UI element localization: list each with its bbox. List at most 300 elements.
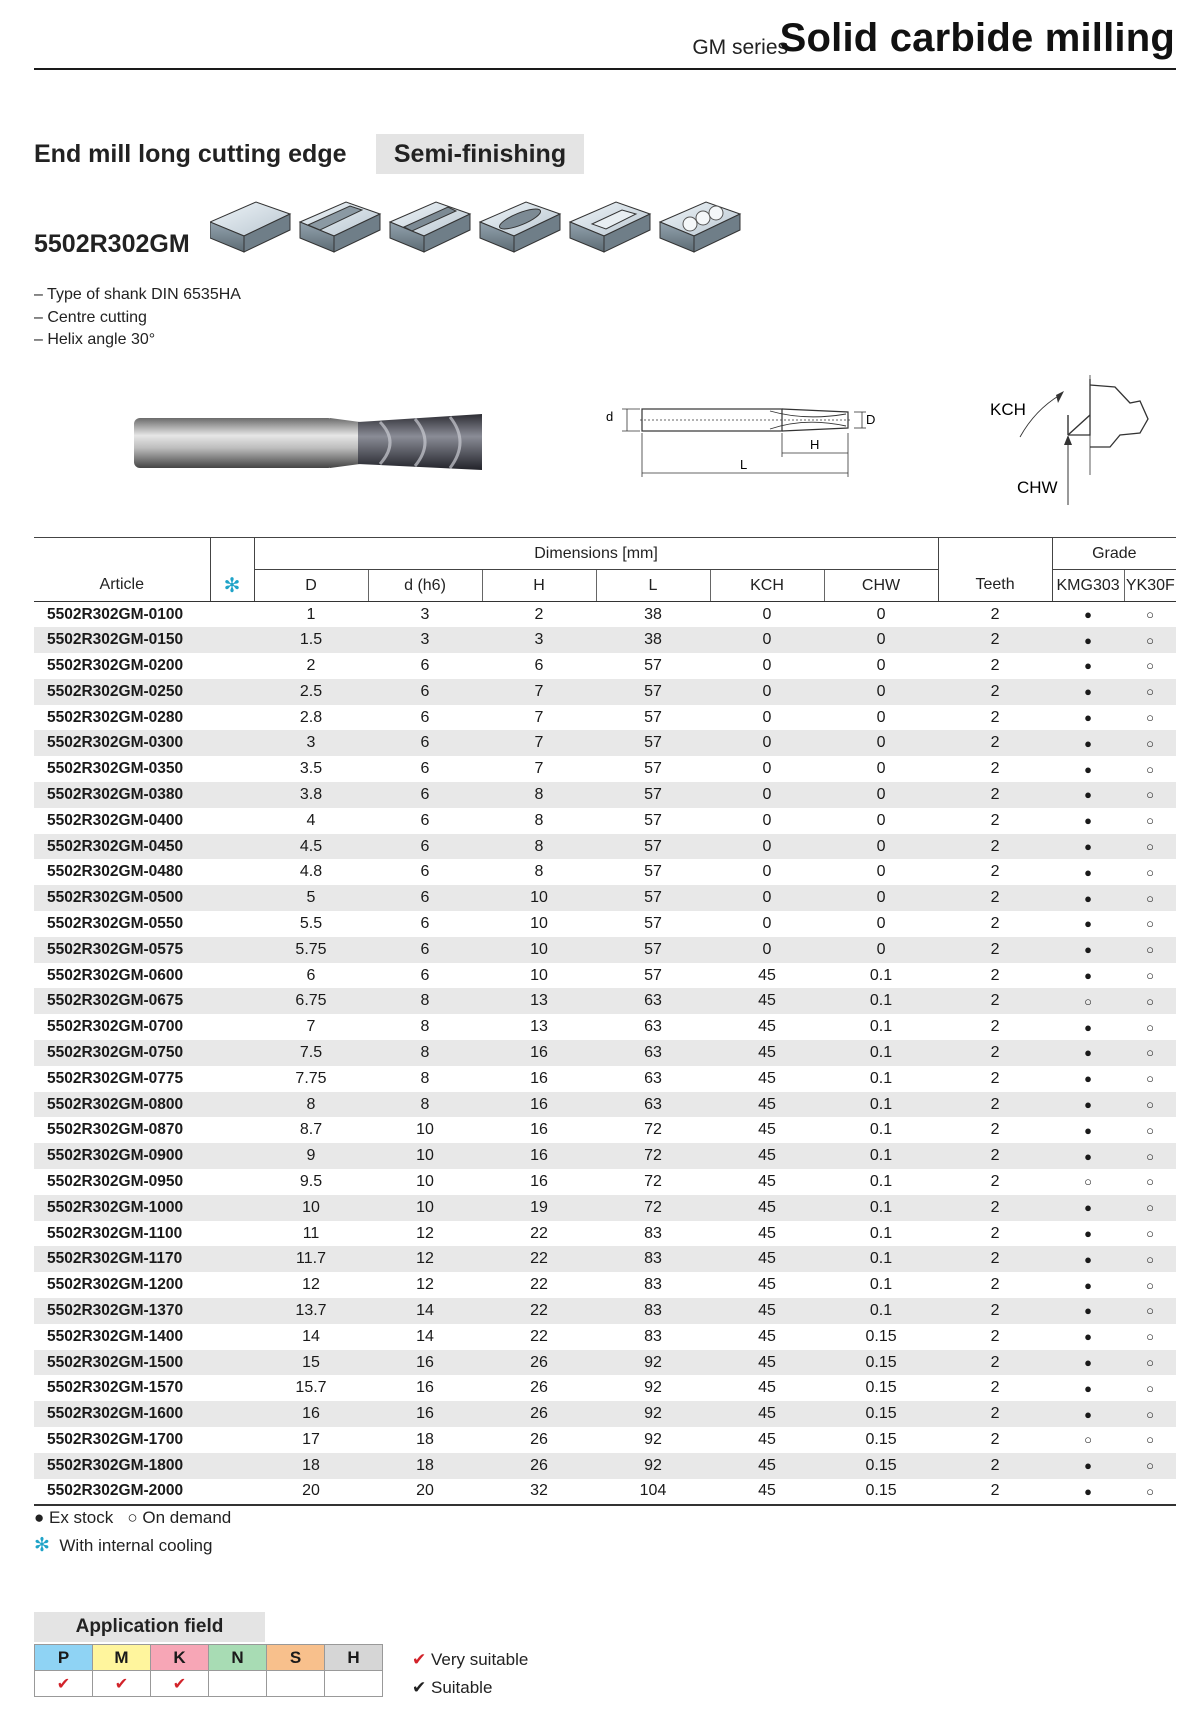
table-row <box>34 911 1176 937</box>
cell-grade-YK30F: ○ <box>1146 684 1154 700</box>
cell-d-h6: 8 <box>420 1018 430 1036</box>
cell-H: 8 <box>534 785 544 803</box>
cell-teeth: 2 <box>990 1250 1000 1268</box>
cell-KCH: 0 <box>762 708 772 726</box>
cell-KCH: 0 <box>762 631 772 649</box>
cell-D: 6 <box>306 966 316 984</box>
cell-H: 16 <box>530 1095 548 1113</box>
cell-d-h6: 6 <box>420 760 430 778</box>
cell-KCH: 0 <box>762 940 772 958</box>
cell-L: 63 <box>644 1095 662 1113</box>
cell-H: 22 <box>530 1327 548 1345</box>
material-p-suitability <box>35 1671 93 1697</box>
cell-cooling <box>210 1298 254 1324</box>
table-row <box>34 1401 1176 1427</box>
cell-KCH: 45 <box>758 1430 776 1448</box>
cell-teeth: 2 <box>990 1353 1000 1371</box>
cell-H: 3 <box>534 631 544 649</box>
cell-article: 5502R302GM-0950 <box>47 1172 184 1190</box>
cell-cooling <box>210 1040 254 1066</box>
cell-D: 15.7 <box>295 1379 327 1397</box>
cell-grade-KMG303: ○ <box>1084 993 1092 1009</box>
cell-L: 92 <box>644 1456 662 1474</box>
cell-article: 5502R302GM-0500 <box>47 889 184 907</box>
col-header-H: H <box>482 570 596 602</box>
cell-D: 10 <box>302 1198 320 1216</box>
cell-grade-KMG303: ● <box>1084 1122 1092 1138</box>
cell-grade-KMG303: ● <box>1084 607 1092 623</box>
table-row <box>34 1143 1176 1169</box>
table-row <box>34 1427 1176 1453</box>
cell-cooling <box>210 1427 254 1453</box>
header-divider <box>34 68 1176 70</box>
cell-cooling <box>210 963 254 989</box>
cell-grade-YK30F: ○ <box>1146 1303 1154 1319</box>
cell-grade-KMG303: ● <box>1084 735 1092 751</box>
cell-KCH: 45 <box>758 1405 776 1423</box>
cell-article: 5502R302GM-0450 <box>47 837 184 855</box>
cell-teeth: 2 <box>990 1198 1000 1216</box>
suitability-key <box>412 1646 528 1702</box>
cell-H: 7 <box>534 760 544 778</box>
table-row <box>34 602 1176 628</box>
cell-teeth: 2 <box>990 940 1000 958</box>
cell-L: 57 <box>644 837 662 855</box>
cell-H: 6 <box>534 656 544 674</box>
cell-D: 7.75 <box>295 1069 327 1087</box>
cell-CHW: 0.1 <box>869 1018 893 1036</box>
cell-CHW: 0 <box>876 605 886 623</box>
cell-CHW: 0.1 <box>869 1172 893 1190</box>
material-n: N <box>209 1645 267 1671</box>
cell-grade-KMG303: ● <box>1084 1148 1092 1164</box>
cell-D: 7 <box>306 1018 316 1036</box>
cell-teeth: 2 <box>990 1430 1000 1448</box>
cell-teeth: 2 <box>990 1147 1000 1165</box>
cell-d-h6: 10 <box>416 1121 434 1139</box>
cell-KCH: 0 <box>762 863 772 881</box>
dim-d-label: d <box>606 409 614 424</box>
cell-KCH: 45 <box>758 1043 776 1061</box>
cell-grade-KMG303: ● <box>1084 1355 1092 1370</box>
cell-cooling <box>210 1350 254 1376</box>
cell-grade-YK30F: ○ <box>1146 942 1154 958</box>
cell-KCH: 0 <box>762 656 772 674</box>
cell-CHW: 0.1 <box>869 966 893 984</box>
cell-article: 5502R302GM-2000 <box>47 1482 184 1500</box>
plunge-shape-icon <box>660 202 740 252</box>
cell-grade-KMG303: ● <box>1084 1071 1092 1087</box>
cell-cooling <box>210 1066 254 1092</box>
cell-teeth: 2 <box>990 734 1000 752</box>
ex-stock-legend: ● Ex stock <box>34 1508 114 1527</box>
cell-d-h6: 6 <box>420 734 430 752</box>
cell-CHW: 0.1 <box>869 1147 893 1165</box>
cell-D: 20 <box>302 1482 320 1500</box>
cell-D: 12 <box>302 1276 320 1294</box>
col-header-D: D <box>254 570 368 602</box>
cell-H: 13 <box>530 992 548 1010</box>
cell-d-h6: 16 <box>416 1405 434 1423</box>
table-row <box>34 885 1176 911</box>
cell-grade-KMG303: ● <box>1084 761 1092 777</box>
col-header-L: L <box>596 570 710 602</box>
cell-L: 72 <box>644 1198 662 1216</box>
cell-cooling <box>210 1401 254 1427</box>
table-row <box>34 1453 1176 1479</box>
cell-grade-YK30F: ○ <box>1146 1097 1154 1113</box>
cell-L: 57 <box>644 708 662 726</box>
cell-D: 11 <box>302 1224 320 1242</box>
cell-L: 63 <box>644 1043 662 1061</box>
teeth-header-spacer <box>938 538 1052 570</box>
cell-article: 5502R302GM-0100 <box>47 605 184 623</box>
material-s-suitability <box>267 1671 325 1697</box>
cell-teeth: 2 <box>990 811 1000 829</box>
table-row <box>34 627 1176 653</box>
cell-L: 63 <box>644 1069 662 1087</box>
machining-shapes <box>210 194 750 260</box>
cell-KCH: 45 <box>758 1327 776 1345</box>
cell-D: 4.8 <box>299 863 323 881</box>
cell-D: 2.5 <box>299 682 323 700</box>
cell-cooling <box>210 1169 254 1195</box>
cell-teeth: 2 <box>990 1456 1000 1474</box>
cooling-legend <box>34 1534 212 1557</box>
cell-grade-YK30F: ○ <box>1146 813 1154 829</box>
cell-teeth: 2 <box>990 1069 1000 1087</box>
cell-L: 57 <box>644 785 662 803</box>
cell-H: 10 <box>530 966 548 984</box>
cell-D: 2 <box>306 656 316 674</box>
cell-H: 10 <box>530 889 548 907</box>
cell-teeth: 2 <box>990 760 1000 778</box>
cell-teeth: 2 <box>990 1018 1000 1036</box>
cooling-icon: ✻ <box>34 1535 50 1556</box>
cell-article: 5502R302GM-0675 <box>47 992 184 1010</box>
cell-L: 57 <box>644 760 662 778</box>
cell-grade-KMG303: ● <box>1084 684 1092 700</box>
cell-KCH: 45 <box>758 1224 776 1242</box>
cell-cooling <box>210 1143 254 1169</box>
cell-H: 26 <box>530 1405 548 1423</box>
cell-CHW: 0.15 <box>865 1327 897 1345</box>
dimension-drawing <box>600 395 890 485</box>
on-demand-legend: ○ On demand <box>127 1508 232 1527</box>
material-p: P <box>35 1645 93 1671</box>
cell-KCH: 45 <box>758 1198 776 1216</box>
cell-D: 5.5 <box>299 914 323 932</box>
col-header-KCH: KCH <box>710 570 824 602</box>
cell-grade-YK30F: ○ <box>1146 1432 1154 1448</box>
cell-cooling <box>210 1195 254 1221</box>
cell-KCH: 45 <box>758 1069 776 1087</box>
cell-KCH: 45 <box>758 1095 776 1113</box>
cell-article: 5502R302GM-0480 <box>47 863 184 881</box>
cell-article: 5502R302GM-1100 <box>47 1224 183 1242</box>
cell-teeth: 2 <box>990 708 1000 726</box>
cell-grade-YK30F: ○ <box>1146 1071 1154 1087</box>
cell-grade-YK30F: ○ <box>1146 993 1154 1009</box>
cell-H: 22 <box>530 1301 548 1319</box>
cell-d-h6: 14 <box>416 1301 434 1319</box>
cell-KCH: 45 <box>758 1147 776 1165</box>
cell-article: 5502R302GM-0150 <box>47 631 184 649</box>
cell-d-h6: 12 <box>416 1224 434 1242</box>
cell-grade-KMG303: ● <box>1084 1097 1092 1113</box>
cell-article: 5502R302GM-1170 <box>47 1250 183 1268</box>
feature-item: – Helix angle 30° <box>34 331 156 348</box>
cell-article: 5502R302GM-0750 <box>47 1043 184 1061</box>
cell-article: 5502R302GM-0200 <box>47 656 184 674</box>
cell-L: 63 <box>644 1018 662 1036</box>
cell-d-h6: 20 <box>416 1482 434 1500</box>
cooling-header-icon: ✻ <box>210 570 254 602</box>
cell-grade-YK30F: ○ <box>1146 1380 1154 1396</box>
cell-grade-YK30F: ○ <box>1146 1148 1154 1164</box>
product-code: 5502R302GM <box>34 230 190 258</box>
material-n-suitability <box>209 1671 267 1697</box>
dimensions-group-header: Dimensions [mm] <box>254 538 938 570</box>
col-header-YK30F: YK30F <box>1124 570 1176 602</box>
cell-D: 3.8 <box>299 785 323 803</box>
table-row <box>34 782 1176 808</box>
cell-cooling <box>210 705 254 731</box>
cell-KCH: 0 <box>762 811 772 829</box>
cell-L: 57 <box>644 863 662 881</box>
cell-d-h6: 8 <box>420 1095 430 1113</box>
cell-CHW: 0.15 <box>865 1379 897 1397</box>
cell-teeth: 2 <box>990 1405 1000 1423</box>
cell-teeth: 2 <box>990 1095 1000 1113</box>
cell-grade-KMG303: ● <box>1084 942 1092 958</box>
cell-article: 5502R302GM-0600 <box>47 966 184 984</box>
cell-cooling <box>210 679 254 705</box>
cell-teeth: 2 <box>990 1121 1000 1139</box>
cell-H: 8 <box>534 811 544 829</box>
cell-H: 7 <box>534 734 544 752</box>
cell-L: 72 <box>644 1147 662 1165</box>
cell-cooling <box>210 1092 254 1118</box>
cell-cooling <box>210 885 254 911</box>
teeth-header: Teeth <box>938 570 1052 602</box>
cell-d-h6: 6 <box>420 837 430 855</box>
cell-grade-KMG303: ● <box>1084 916 1092 932</box>
cell-teeth: 2 <box>990 1172 1000 1190</box>
cell-d-h6: 16 <box>416 1379 434 1397</box>
cell-grade-KMG303: ● <box>1084 1483 1092 1499</box>
cell-article: 5502R302GM-0575 <box>47 940 184 958</box>
cell-d-h6: 8 <box>420 1043 430 1061</box>
cell-d-h6: 6 <box>420 785 430 803</box>
cell-article: 5502R302GM-1500 <box>47 1353 184 1371</box>
cell-d-h6: 16 <box>416 1353 434 1371</box>
table-row <box>34 1092 1176 1118</box>
cell-d-h6: 6 <box>420 889 430 907</box>
cell-grade-YK30F: ○ <box>1146 839 1154 855</box>
cell-cooling <box>210 782 254 808</box>
cell-grade-YK30F: ○ <box>1146 968 1154 984</box>
col-header-CHW: CHW <box>824 570 938 602</box>
table-row <box>34 1221 1176 1247</box>
cell-L: 83 <box>644 1224 662 1242</box>
very-suitable-check-icon: ✔ <box>56 1675 71 1693</box>
cell-H: 16 <box>530 1121 548 1139</box>
cell-grade-KMG303: ● <box>1084 1277 1092 1293</box>
cell-d-h6: 6 <box>420 656 430 674</box>
cell-grade-KMG303: ● <box>1084 710 1092 726</box>
table-row <box>34 1324 1176 1350</box>
cell-cooling <box>210 1324 254 1350</box>
cell-CHW: 0.1 <box>869 992 893 1010</box>
cell-grade-YK30F: ○ <box>1146 1019 1154 1035</box>
cell-D: 9 <box>306 1147 316 1165</box>
end-mill-photo <box>130 408 490 476</box>
cell-grade-YK30F: ○ <box>1146 1200 1154 1216</box>
col-header-KMG303: KMG303 <box>1052 570 1124 602</box>
table-row <box>34 963 1176 989</box>
cell-L: 57 <box>644 914 662 932</box>
cell-CHW: 0 <box>876 734 886 752</box>
cell-grade-KMG303: ● <box>1084 890 1092 906</box>
cell-KCH: 45 <box>758 1301 776 1319</box>
cell-grade-YK30F: ○ <box>1146 1251 1154 1267</box>
table-row <box>34 1169 1176 1195</box>
cell-D: 3 <box>306 734 316 752</box>
cell-grade-YK30F: ○ <box>1146 890 1154 906</box>
cell-article: 5502R302GM-1600 <box>47 1405 184 1423</box>
cell-teeth: 2 <box>990 605 1000 623</box>
cell-H: 2 <box>534 605 544 623</box>
table-row <box>34 859 1176 885</box>
cell-D: 16 <box>302 1405 320 1423</box>
cell-grade-KMG303: ● <box>1084 787 1092 803</box>
cell-L: 57 <box>644 940 662 958</box>
cell-cooling <box>210 1453 254 1479</box>
cell-d-h6: 8 <box>420 1069 430 1087</box>
cell-d-h6: 10 <box>416 1172 434 1190</box>
cell-H: 16 <box>530 1069 548 1087</box>
cell-grade-KMG303: ● <box>1084 1406 1092 1422</box>
cell-grade-YK30F: ○ <box>1146 864 1154 880</box>
table-row <box>34 756 1176 782</box>
chw-label: CHW <box>1017 478 1058 497</box>
cell-H: 26 <box>530 1353 548 1371</box>
cell-CHW: 0 <box>876 708 886 726</box>
material-m: M <box>93 1645 151 1671</box>
cell-grade-YK30F: ○ <box>1146 1483 1154 1499</box>
cell-H: 10 <box>530 940 548 958</box>
cell-grade-KMG303: ● <box>1084 1380 1092 1396</box>
cell-article: 5502R302GM-1700 <box>47 1430 184 1448</box>
table-row <box>34 1479 1176 1505</box>
cell-grade-KMG303: ● <box>1084 1200 1092 1216</box>
cell-CHW: 0.1 <box>869 1121 893 1139</box>
page-title: Solid carbide milling <box>779 16 1175 60</box>
cell-d-h6: 6 <box>420 811 430 829</box>
cell-CHW: 0.1 <box>869 1095 893 1113</box>
cell-CHW: 0 <box>876 631 886 649</box>
cell-d-h6: 6 <box>420 966 430 984</box>
table-row <box>34 834 1176 860</box>
cell-H: 22 <box>530 1276 548 1294</box>
cell-L: 57 <box>644 966 662 984</box>
article-table <box>34 537 1176 1504</box>
col-header-d-h6: d (h6) <box>368 570 482 602</box>
cell-grade-YK30F: ○ <box>1146 1458 1154 1474</box>
chamfer-diagram <box>980 375 1160 515</box>
cell-grade-YK30F: ○ <box>1146 1174 1154 1190</box>
cell-teeth: 2 <box>990 631 1000 649</box>
cell-cooling <box>210 756 254 782</box>
block-shape-icon <box>210 202 290 252</box>
cell-d-h6: 3 <box>420 605 430 623</box>
cell-CHW: 0 <box>876 914 886 932</box>
cell-CHW: 0.15 <box>865 1456 897 1474</box>
cell-CHW: 0.1 <box>869 1224 893 1242</box>
feature-item: – Centre cutting <box>34 308 147 326</box>
cell-article: 5502R302GM-1200 <box>47 1276 184 1294</box>
cell-grade-KMG303: ● <box>1084 1303 1092 1319</box>
feature-list <box>34 284 241 352</box>
cell-cooling <box>210 1479 254 1505</box>
cell-grade-YK30F: ○ <box>1146 1277 1154 1293</box>
cell-D: 3.5 <box>299 760 323 778</box>
cell-d-h6: 6 <box>420 682 430 700</box>
cell-KCH: 0 <box>762 837 772 855</box>
cell-CHW: 0.1 <box>869 1043 893 1061</box>
shoulder-shape-icon <box>300 202 380 252</box>
cell-CHW: 0.1 <box>869 1276 893 1294</box>
cell-H: 8 <box>534 863 544 881</box>
table-row <box>34 1014 1176 1040</box>
cell-D: 18 <box>302 1456 320 1474</box>
cell-L: 92 <box>644 1353 662 1371</box>
cell-cooling <box>210 1375 254 1401</box>
cell-cooling <box>210 911 254 937</box>
cell-grade-YK30F: ○ <box>1146 1406 1154 1422</box>
table-row <box>34 1040 1176 1066</box>
cell-L: 38 <box>644 605 662 623</box>
cell-CHW: 0.1 <box>869 1250 893 1268</box>
cell-D: 6.75 <box>295 992 327 1010</box>
cell-teeth: 2 <box>990 1379 1000 1397</box>
cell-L: 57 <box>644 811 662 829</box>
material-k-suitability <box>151 1671 209 1697</box>
cell-cooling <box>210 1221 254 1247</box>
cell-grade-YK30F: ○ <box>1146 1045 1154 1061</box>
cell-article: 5502R302GM-0400 <box>47 811 184 829</box>
cell-CHW: 0 <box>876 656 886 674</box>
open-pocket-shape-icon <box>570 202 650 252</box>
material-s: S <box>267 1645 325 1671</box>
cell-cooling <box>210 808 254 834</box>
pocket-shape-icon <box>480 202 560 252</box>
table-row <box>34 1066 1176 1092</box>
dim-D-label: D <box>866 412 876 427</box>
section-title: End mill long cutting edge <box>34 140 347 168</box>
cell-L: 57 <box>644 656 662 674</box>
cell-grade-KMG303: ● <box>1084 839 1092 855</box>
cell-teeth: 2 <box>990 837 1000 855</box>
cell-KCH: 45 <box>758 966 776 984</box>
cell-cooling <box>210 1272 254 1298</box>
cell-grade-YK30F: ○ <box>1146 1355 1154 1370</box>
cell-grade-KMG303: ● <box>1084 864 1092 880</box>
cell-grade-KMG303: ● <box>1084 1045 1092 1061</box>
cell-grade-YK30F: ○ <box>1146 658 1154 674</box>
cell-grade-YK30F: ○ <box>1146 1226 1154 1242</box>
